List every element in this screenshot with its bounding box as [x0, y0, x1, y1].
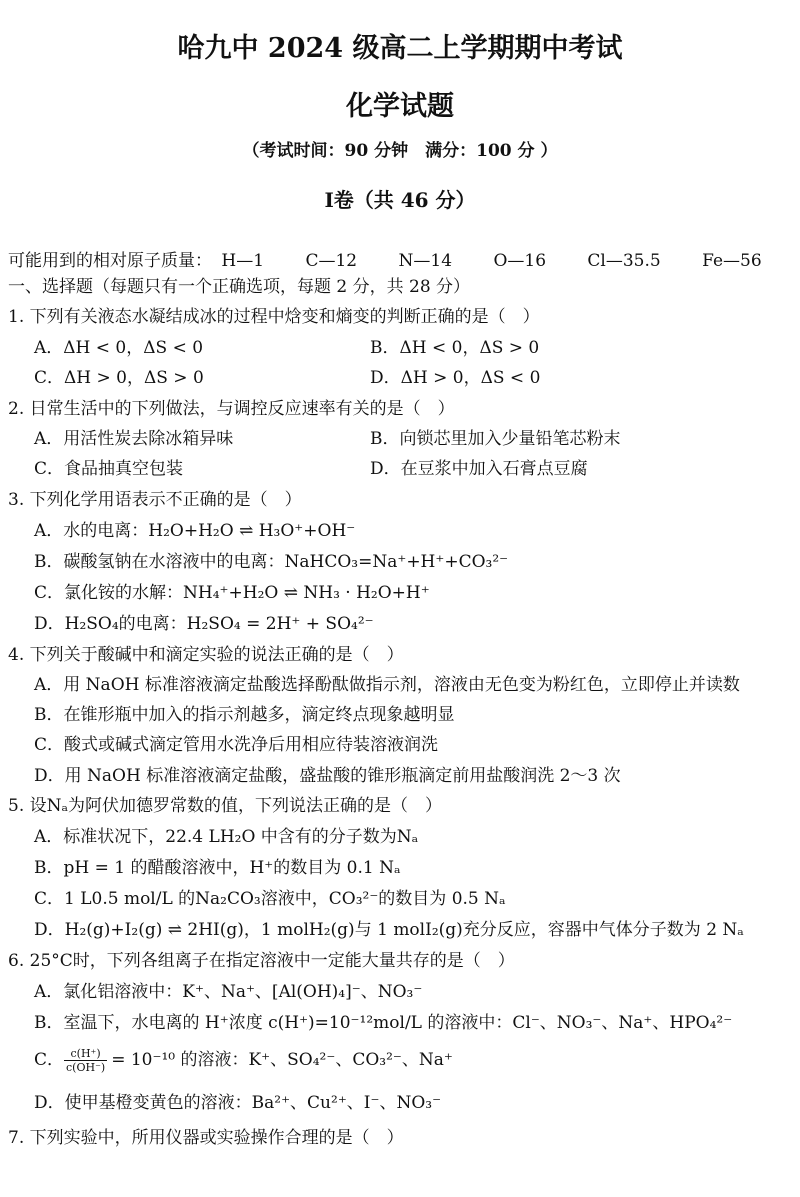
option-d: D．H₂SO₄的电离：H₂SO₄ = 2H⁺ + SO₄²⁻	[34, 614, 374, 634]
exam-title: 哈九中 2024 级高二上学期期中考试	[177, 33, 623, 64]
question-stem: 5. 设Nₐ为阿伏加德罗常数的值，下列说法正确的是（ ）	[8, 796, 443, 816]
subject-title: 化学试题	[346, 91, 454, 122]
fraction-denominator: c(OH⁻)	[66, 1061, 106, 1074]
reference-item: O—16	[493, 251, 547, 271]
option-d: D．在豆浆中加入石膏点豆腐	[370, 459, 588, 479]
reference-item: C—12	[305, 251, 358, 271]
reference-item: N—14	[398, 251, 453, 271]
option-b: B．pH = 1 的醋酸溶液中，H⁺的数目为 0.1 Nₐ	[34, 858, 401, 878]
volume-heading: I卷（共 46 分）	[324, 188, 476, 212]
option-d: D．H₂(g)+I₂(g) ⇌ 2HI(g)，1 molH₂(g)与 1 molI₂(g)充分反应，容器中气体分子数为 2 Nₐ	[34, 920, 744, 940]
option-b: B．碳酸氢钠在水溶液中的电离：NaHCO₃=Na⁺+H⁺+CO₃²⁻	[34, 552, 509, 572]
option-a: A．用 NaOH 标准溶液滴定盐酸选择酚酞做指示剂，溶液由无色变为粉红色，立即停止并读数	[34, 675, 740, 695]
option-c: C．食品抽真空包装	[34, 459, 184, 479]
option-c: C．1 L0.5 mol/L 的Na₂CO₃溶液中，CO₃²⁻的数目为 0.5 Nₐ	[34, 889, 506, 909]
exam-info: （考试时间：90 分钟 满分：100 分 ）	[242, 141, 558, 161]
reference-item: Cl—35.5	[587, 251, 661, 271]
option-c-label: C．	[34, 1050, 65, 1070]
option-a: A．氯化铝溶液中：K⁺、Na⁺、[Al(OH)₄]⁻、NO₃⁻	[34, 982, 423, 1002]
option-b: B．室温下，水电离的 H⁺浓度 c(H⁺)=10⁻¹²mol/L 的溶液中：Cl⁻、NO₃⁻、Na⁺、HPO₄²⁻	[34, 1013, 733, 1033]
option-c-text: = 10⁻¹⁰ 的溶液：K⁺、SO₄²⁻、CO₃²⁻、Na⁺	[111, 1050, 453, 1070]
question-stem: 4. 下列关于酸碱中和滴定实验的说法正确的是（ ）	[8, 645, 404, 665]
option-d: D．ΔH > 0，ΔS < 0	[370, 368, 541, 388]
option-b: B．ΔH < 0，ΔS > 0	[370, 338, 540, 358]
option-a: A．标准状况下，22.4 LH₂O 中含有的分子数为Nₐ	[34, 827, 419, 847]
option-a: A．水的电离：H₂O+H₂O ⇌ H₃O⁺+OH⁻	[34, 521, 356, 541]
option-c	[34, 1047, 453, 1074]
concentration-ratio-fraction	[64, 1047, 107, 1074]
atomic-mass-reference	[8, 250, 762, 272]
question-stem: 1. 下列有关液态水凝结成冰的过程中焓变和熵变的判断正确的是（ ）	[8, 307, 540, 327]
option-c: C．酸式或碱式滴定管用水洗净后用相应待装溶液润洗	[34, 735, 439, 755]
fraction-numerator: c(H⁺)	[64, 1047, 107, 1061]
option-d: D．使甲基橙变黄色的溶液：Ba²⁺、Cu²⁺、I⁻、NO₃⁻	[34, 1093, 442, 1113]
option-d: D．用 NaOH 标准溶液滴定盐酸，盛盐酸的锥形瓶滴定前用盐酸润洗 2～3 次	[34, 766, 621, 786]
question-stem: 6. 25°C时，下列各组离子在指定溶液中一定能大量共存的是（ ）	[8, 951, 515, 971]
reference-label: 可能用到的相对原子质量：	[8, 251, 212, 271]
option-b: B．向锁芯里加入少量铅笔芯粉末	[370, 429, 621, 449]
reference-item: H—1	[221, 251, 265, 271]
question-stem: 2. 日常生活中的下列做法，与调控反应速率有关的是（ ）	[8, 399, 455, 419]
question-stem: 3. 下列化学用语表示不正确的是（ ）	[8, 490, 302, 510]
section-heading: 一、选择题（每题只有一个正确选项，每题 2 分，共 28 分）	[8, 277, 471, 297]
option-c: C．氯化铵的水解：NH₄⁺+H₂O ⇌ NH₃ · H₂O+H⁺	[34, 583, 430, 603]
question-stem: 7. 下列实验中，所用仪器或实验操作合理的是（ ）	[8, 1128, 404, 1148]
option-a: A．用活性炭去除冰箱异味	[34, 429, 234, 449]
option-b: B．在锥形瓶中加入的指示剂越多，滴定终点现象越明显	[34, 705, 455, 725]
option-c: C．ΔH > 0，ΔS > 0	[34, 368, 204, 388]
option-a: A．ΔH < 0，ΔS < 0	[34, 338, 204, 358]
reference-item: Fe—56	[702, 251, 762, 271]
